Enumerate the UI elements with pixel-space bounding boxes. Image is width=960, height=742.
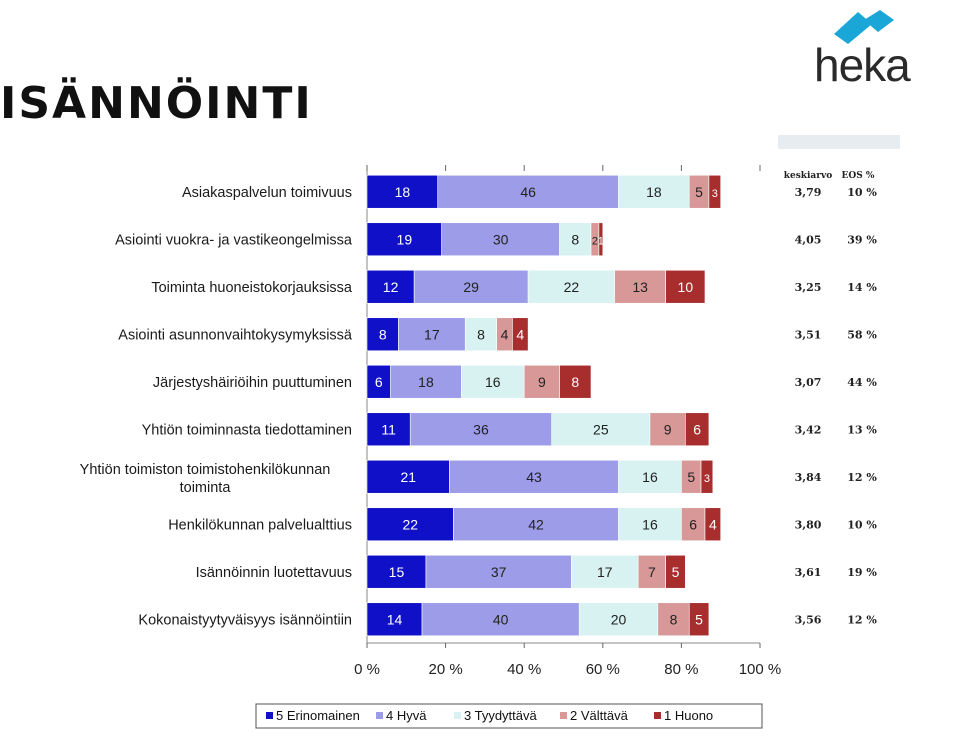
legend-label: 2 Välttävä [570, 708, 628, 723]
bar-data-label: 6 [374, 373, 383, 390]
legend-label: 5 Erinomainen [276, 708, 360, 723]
eos-value: 19 % [847, 565, 877, 579]
x-tick-label: 40 % [507, 661, 542, 678]
eos-value: 39 % [847, 233, 877, 247]
bar-data-label: 18 [394, 183, 411, 200]
keskiarvo-value: 3,84 [794, 470, 822, 484]
bar-data-label: 9 [537, 373, 546, 390]
x-tick-label: 20 % [428, 661, 463, 678]
bar-data-label: 1 [597, 235, 604, 248]
eos-value: 13 % [847, 423, 877, 437]
bar-data-label: 22 [402, 516, 419, 533]
bar-data-label: 36 [473, 421, 489, 438]
bar-data-label: 18 [646, 183, 662, 200]
bar-data-label: 6 [689, 516, 698, 533]
slide-title: ISÄNNÖINTI [0, 78, 313, 129]
bar-data-label: 15 [388, 563, 405, 580]
legend-swatch [560, 712, 567, 719]
legend-label: 3 Tyydyttävä [464, 708, 537, 723]
eos-value: 12 % [847, 613, 877, 627]
bar-data-label: 18 [418, 373, 434, 390]
category-label: Asiakaspalvelun toimivuus [181, 184, 352, 201]
bar-data-label: 8 [571, 231, 580, 248]
eos-value: 44 % [847, 375, 877, 389]
bar-data-label: 4 [516, 326, 525, 343]
eos-value: 10 % [847, 185, 877, 199]
bar-data-label: 19 [396, 231, 413, 248]
bar-data-label: 8 [477, 326, 485, 343]
category-label: Yhtiön toiminnasta tiedottaminen [141, 422, 352, 439]
bar-data-label: 21 [400, 468, 417, 485]
bar-data-label: 16 [484, 373, 501, 390]
keskiarvo-value: 3,56 [794, 613, 822, 627]
bar-data-label: 46 [520, 183, 536, 200]
x-tick-label: 80 % [664, 661, 699, 678]
bar-data-label: 16 [642, 516, 658, 533]
bar-data-label: 40 [492, 611, 509, 628]
keskiarvo-value: 3,25 [794, 280, 822, 294]
category-label: Yhtiön toimiston toimistohenkilökunnan [79, 461, 331, 478]
category-label: Asiointi asunnonvaihtokysymyksissä [118, 327, 352, 344]
bar-data-label: 10 [677, 278, 694, 295]
bar-data-label: 42 [528, 516, 544, 533]
category-label: Järjestyshäiriöihin puuttuminen [152, 374, 352, 391]
category-label: toiminta [179, 479, 231, 496]
bar-data-label: 43 [526, 468, 542, 485]
bar-data-label: 3 [711, 187, 718, 200]
category-label: Toiminta huoneistokorjauksissa [151, 279, 352, 296]
bar-data-label: 25 [593, 421, 609, 438]
legend-swatch [266, 712, 273, 719]
bar-data-label: 17 [596, 563, 613, 580]
bar-data-label: 2 [591, 235, 599, 248]
bar-data-label: 37 [490, 563, 507, 580]
bar-data-label: 22 [563, 278, 580, 295]
bar-data-label: 20 [610, 611, 627, 628]
category-label: Kokonaistyytyväisyys isännöintiin [138, 612, 352, 629]
eos-value: 58 % [847, 328, 877, 342]
bar-data-label: 12 [382, 278, 399, 295]
keskiarvo-value: 3,80 [794, 518, 822, 532]
bar-data-label: 8 [378, 326, 387, 343]
bar-data-label: 16 [642, 468, 658, 485]
category-label: Isännöinnin luotettavuus [195, 564, 352, 581]
bar-data-label: 4 [500, 326, 509, 343]
bar-data-label: 11 [381, 421, 396, 438]
eos-value: 12 % [847, 470, 877, 484]
bar-data-label: 4 [708, 516, 717, 533]
keskiarvo-value: 3,07 [794, 375, 822, 389]
legend-label: 4 Hyvä [386, 708, 427, 723]
keskiarvo-value: 3,79 [794, 185, 822, 199]
legend-swatch [654, 712, 661, 719]
bar-data-label: 5 [687, 468, 696, 485]
legend-label: 1 Huono [664, 708, 714, 723]
bar-data-label: 6 [693, 421, 702, 438]
bar-data-label: 3 [703, 472, 711, 485]
keskiarvo-value: 4,05 [794, 233, 822, 247]
bar-data-label: 8 [571, 373, 580, 390]
legend-swatch [376, 712, 383, 719]
eos-value: 14 % [847, 280, 877, 294]
bar-data-label: 8 [669, 611, 678, 628]
category-label: Henkilökunnan palvelualttius [168, 517, 352, 534]
bar-data-label: 14 [386, 611, 403, 628]
category-label: Asiointi vuokra- ja vastikeongelmissa [115, 232, 352, 249]
x-tick-label: 100 % [738, 661, 782, 678]
bar-data-label: 13 [632, 278, 648, 295]
keskiarvo-header: keskiarvo [783, 171, 833, 181]
eos-value: 10 % [847, 518, 877, 532]
legend-swatch [454, 712, 461, 719]
x-tick-label: 60 % [585, 661, 620, 678]
logo-text: heka [814, 39, 910, 91]
bar-data-label: 5 [671, 563, 680, 580]
bar-data-label: 5 [695, 183, 703, 200]
bar-data-label: 30 [492, 231, 509, 248]
bar-data-label: 17 [424, 326, 440, 343]
bar-data-label: 7 [648, 563, 656, 580]
x-tick-label: 0 % [354, 661, 380, 678]
bar-data-label: 5 [695, 611, 703, 628]
keskiarvo-value: 3,61 [794, 565, 822, 579]
keskiarvo-value: 3,51 [794, 328, 822, 342]
bar-data-label: 29 [463, 278, 479, 295]
eos-header: EOS % [841, 171, 875, 181]
bar-data-label: 9 [663, 421, 672, 438]
keskiarvo-value: 3,42 [794, 423, 822, 437]
